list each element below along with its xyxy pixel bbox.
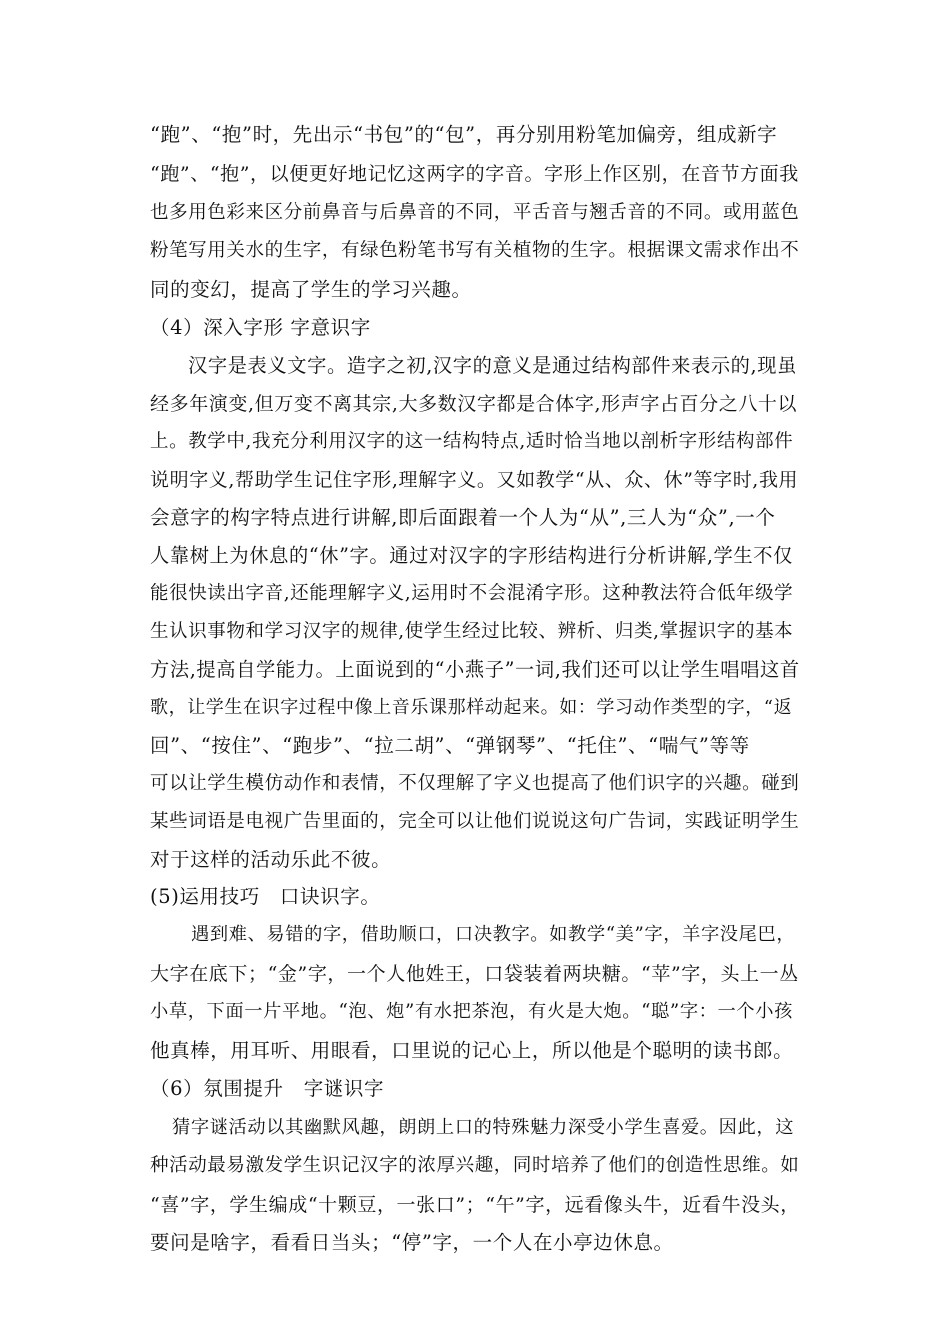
- paragraph-line: 人靠树上为休息的“休”字。通过对汉字的字形结构进行分析讲解,学生不仅: [150, 544, 793, 567]
- paragraph-line: “跑”、“抱”，以便更好地记忆这两字的字音。字形上作区别，在音节方面我: [150, 163, 799, 185]
- paragraph-line: 说明字义,帮助学生记住字形,理解字义。又如教学“从、众、休”等字时,我用: [150, 469, 799, 491]
- paragraph-line: 经多年演变,但万变不离其宗,大多数汉字都是合体字,形声字占百分之八十以: [150, 393, 798, 415]
- paragraph-line: 歌，让学生在识字过程中像上音乐课那样动起来。如：学习动作类型的字，“返: [150, 697, 793, 718]
- paragraph-line: 小草，下面一片平地。“泡、炮”有水把茶泡，有火是大炮。“聪”字：一个小孩: [150, 1001, 793, 1022]
- paragraph-line: 方法,提高自学能力。上面说到的“小燕子”一词,我们还可以让学生唱唱这首: [150, 658, 800, 681]
- paragraph-line: 大字在底下；“金”字，一个人他姓王，口袋装着两块糖。“苹”字，头上一丛: [150, 963, 799, 985]
- paragraph-line: 他真棒，用耳听、用眼看，口里说的记心上，所以他是个聪明的读书郎。: [150, 1039, 794, 1062]
- paragraph-line: “跑”、“抱”时，先出示“书包”的“包”，再分别用粉笔加偏旁，组成新字: [150, 123, 778, 146]
- paragraph-line: 汉字是表义文字。造字之初,汉字的意义是通过结构部件来表示的,现虽: [188, 354, 797, 377]
- paragraph-line: 遇到难、易错的字，借助顺口，口决教字。如教学“美”字，羊字没尾巴，: [191, 924, 796, 945]
- paragraph-line: 会意字的构字特点进行讲解,即后面跟着一个人为“从”,三人为“众”,一个: [150, 506, 776, 529]
- section-heading-5: (5)运用技巧 口诀识字。: [150, 885, 381, 908]
- paragraph-line: 同的变幻，提高了学生的学习兴趣。: [150, 278, 472, 301]
- section-heading-6: （6）氛围提升 字谜识字: [150, 1077, 385, 1100]
- paragraph-line: 要问是啥字，看看日当头；“停”字，一个人在小亭边休息。: [150, 1231, 674, 1254]
- paragraph-line: 回”、“按住”、“跑步”、“拉二胡”、“弹钢琴”、“托住”、“喘气”等等: [150, 734, 750, 757]
- paragraph-line: 粉笔写用关水的生字，有绿色粉笔书写有关植物的生字。根据课文需求作出不: [150, 240, 800, 261]
- section-heading-4: （4）深入字形 字意识字: [150, 316, 371, 339]
- paragraph-line: 种活动最易激发学生识记汉字的浓厚兴趣，同时培养了他们的创造性思维。如: [150, 1155, 800, 1176]
- paragraph-line: 对于这样的活动乐此不彼。: [150, 848, 392, 871]
- paragraph-line: 某些词语是电视广告里面的，完全可以让他们说说这句广告词，实践证明学生: [150, 811, 800, 832]
- paragraph-line: 上。教学中,我充分利用汉字的这一结构特点,适时恰当地以剖析字形结构部件: [150, 431, 794, 452]
- paragraph-line: 也多用色彩来区分前鼻音与后鼻音的不同，平舌音与翘舌音的不同。或用蓝色: [150, 202, 800, 223]
- paragraph-line: “喜”字，学生编成“十颗豆，一张口”；“午”字，远看像头牛，近看牛没头，: [150, 1194, 800, 1216]
- paragraph-line: 生认识事物和学习汉字的规律,使学生经过比较、辨析、归类,掌握识字的基本: [150, 621, 794, 642]
- paragraph-line: 能很快读出字音,还能理解字义,运用时不会混淆字形。这种教法符合低年级学: [150, 583, 794, 604]
- paragraph-line: 可以让学生模仿动作和表情，不仅理解了字义也提高了他们识字的兴趣。碰到: [150, 773, 800, 794]
- paragraph-line: 猜字谜活动以其幽默风趣，朗朗上口的特殊魅力深受小学生喜爱。因此，这: [172, 1117, 795, 1138]
